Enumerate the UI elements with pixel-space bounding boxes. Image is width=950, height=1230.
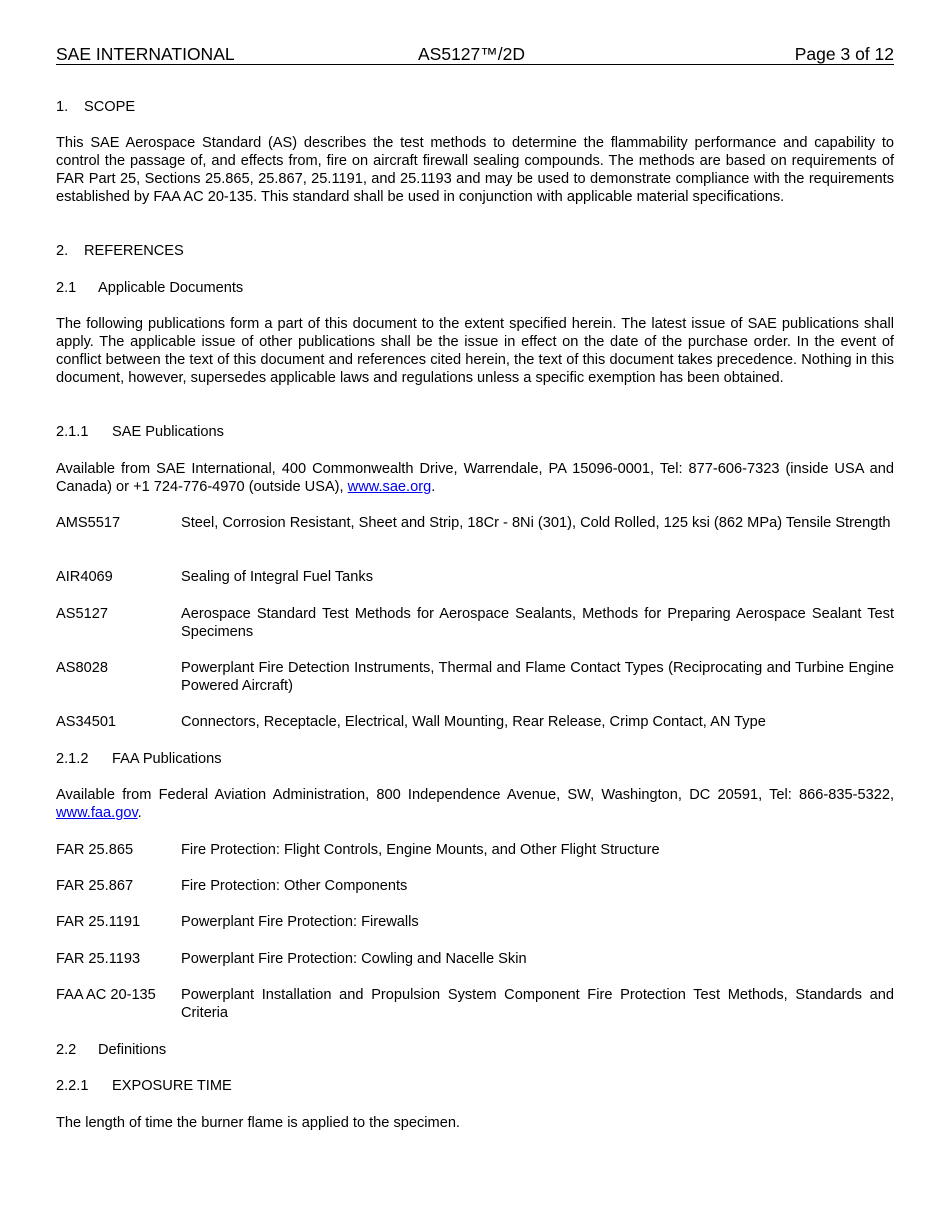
faa-availability-text: Available from Federal Aviation Administration, 800 Independence Avenue, SW, Washington, DC 20591, Tel: 866-835-5322, bbox=[56, 787, 894, 803]
reference-description: Steel, Corrosion Resistant, Sheet and Strip, 18Cr - 8Ni (301), Cold Rolled, 125 ksi (862 MPa) Tensile Strength bbox=[181, 515, 891, 531]
section-number: 2.1.2 bbox=[56, 751, 89, 767]
section-heading-references bbox=[56, 242, 894, 260]
section-title: Definitions bbox=[98, 1042, 167, 1058]
reference-description: Aerospace Standard Test Methods for Aerospace Sealants, Methods for Preparing Aerospace Sealant Test Specimens bbox=[181, 606, 894, 640]
reference-code: FAR 25.865 bbox=[56, 842, 134, 858]
section-number: 2.2.1 bbox=[56, 1078, 89, 1094]
page-header bbox=[56, 44, 894, 65]
section-title: Applicable Documents bbox=[98, 280, 244, 296]
reference-item bbox=[56, 568, 894, 586]
reference-description: Fire Protection: Other Components bbox=[181, 878, 408, 894]
subsection-heading-definitions bbox=[56, 1041, 894, 1059]
reference-description: Powerplant Fire Protection: Firewalls bbox=[181, 914, 419, 930]
subsection-heading-applicable-documents bbox=[56, 279, 894, 297]
reference-code: FAA AC 20-135 bbox=[56, 987, 156, 1003]
reference-description: Powerplant Fire Detection Instruments, Thermal and Flame Contact Types (Reciprocating and Turbine Engine Powered Aircraft) bbox=[181, 660, 894, 694]
exposure-time-paragraph: The length of time the burner flame is applied to the specimen. bbox=[56, 1115, 460, 1131]
reference-code: FAR 25.867 bbox=[56, 878, 134, 894]
section-number: 2.1 bbox=[56, 280, 77, 296]
section-number: 2.1.1 bbox=[56, 424, 89, 440]
reference-code: AMS5517 bbox=[56, 515, 121, 531]
applicable-documents-paragraph: The following publications form a part of this document to the extent specified herein. The latest issue of SAE publications shall apply. The applicable issue of other publications shall be the issue in effect on the date of the purchase order. In the event of conflict between the text of this document and references cited herein, the text of this document takes precedence. Nothing in this document, however, supersedes applicable laws and regulations unless a specific exemption has been obtained. bbox=[56, 316, 894, 386]
reference-code: AIR4069 bbox=[56, 569, 113, 585]
sae-trailing-period: . bbox=[431, 479, 436, 495]
faa-trailing-period: . bbox=[137, 805, 142, 821]
faa-website-link[interactable]: www.faa.gov bbox=[56, 805, 138, 821]
reference-item bbox=[56, 713, 894, 731]
header-organization: SAE INTERNATIONAL bbox=[56, 44, 235, 64]
sae-website-link[interactable]: www.sae.org bbox=[347, 479, 432, 495]
section-heading-scope bbox=[56, 98, 894, 116]
section-number: 2. bbox=[56, 243, 69, 259]
reference-description: Powerplant Installation and Propulsion System Component Fire Protection Test Methods, Standards and Criteria bbox=[181, 987, 894, 1021]
faa-availability-paragraph bbox=[56, 786, 894, 822]
reference-item bbox=[56, 841, 894, 859]
section-number: 1. bbox=[56, 99, 69, 115]
subsection-heading-sae-publications bbox=[56, 423, 894, 441]
scope-paragraph: This SAE Aerospace Standard (AS) describes the test methods to determine the flammability performance and capability to control the passage of, and effects from, fire on aircraft firewall sealing compounds. The methods are based on requirements of FAR Part 25, Sections 25.865, 25.867, 25.1191, and 25.1193 and may be used to demonstrate compliance with the requirements established by FAA AC 20-135. This standard shall be used in conjunction with applicable material specifications. bbox=[56, 135, 894, 205]
section-title: SCOPE bbox=[84, 99, 136, 115]
section-title: REFERENCES bbox=[84, 243, 184, 259]
subsection-heading-exposure-time bbox=[56, 1077, 894, 1095]
reference-code: FAR 25.1193 bbox=[56, 951, 141, 967]
reference-item bbox=[56, 605, 894, 641]
section-title: SAE Publications bbox=[112, 424, 224, 440]
header-document-id: AS5127™/2D bbox=[418, 44, 526, 64]
reference-code: AS5127 bbox=[56, 606, 108, 622]
reference-description: Fire Protection: Flight Controls, Engine Mounts, and Other Flight Structure bbox=[181, 842, 660, 858]
reference-item bbox=[56, 877, 894, 895]
reference-code: AS34501 bbox=[56, 714, 117, 730]
sae-availability-paragraph bbox=[56, 460, 894, 496]
reference-code: FAR 25.1191 bbox=[56, 914, 141, 930]
header-page-number: Page 3 of 12 bbox=[794, 44, 894, 64]
reference-description: Connectors, Receptacle, Electrical, Wall Mounting, Rear Release, Crimp Contact, AN Type bbox=[181, 714, 766, 730]
section-title: FAA Publications bbox=[112, 751, 222, 767]
reference-description: Powerplant Fire Protection: Cowling and Nacelle Skin bbox=[181, 951, 527, 967]
section-title: EXPOSURE TIME bbox=[112, 1078, 232, 1094]
subsection-heading-faa-publications bbox=[56, 750, 894, 768]
reference-item bbox=[56, 659, 894, 695]
reference-description: Sealing of Integral Fuel Tanks bbox=[181, 569, 373, 585]
reference-item bbox=[56, 950, 894, 968]
reference-item bbox=[56, 986, 894, 1022]
sae-availability-text: Available from SAE International, 400 Commonwealth Drive, Warrendale, PA 15096-0001, Tel: 877-606-7323 (inside USA and Canada) or +1 724-776-4970 (outside USA), bbox=[56, 461, 894, 495]
reference-item bbox=[56, 514, 894, 532]
reference-code: AS8028 bbox=[56, 660, 108, 676]
section-number: 2.2 bbox=[56, 1042, 77, 1058]
reference-item bbox=[56, 913, 894, 931]
